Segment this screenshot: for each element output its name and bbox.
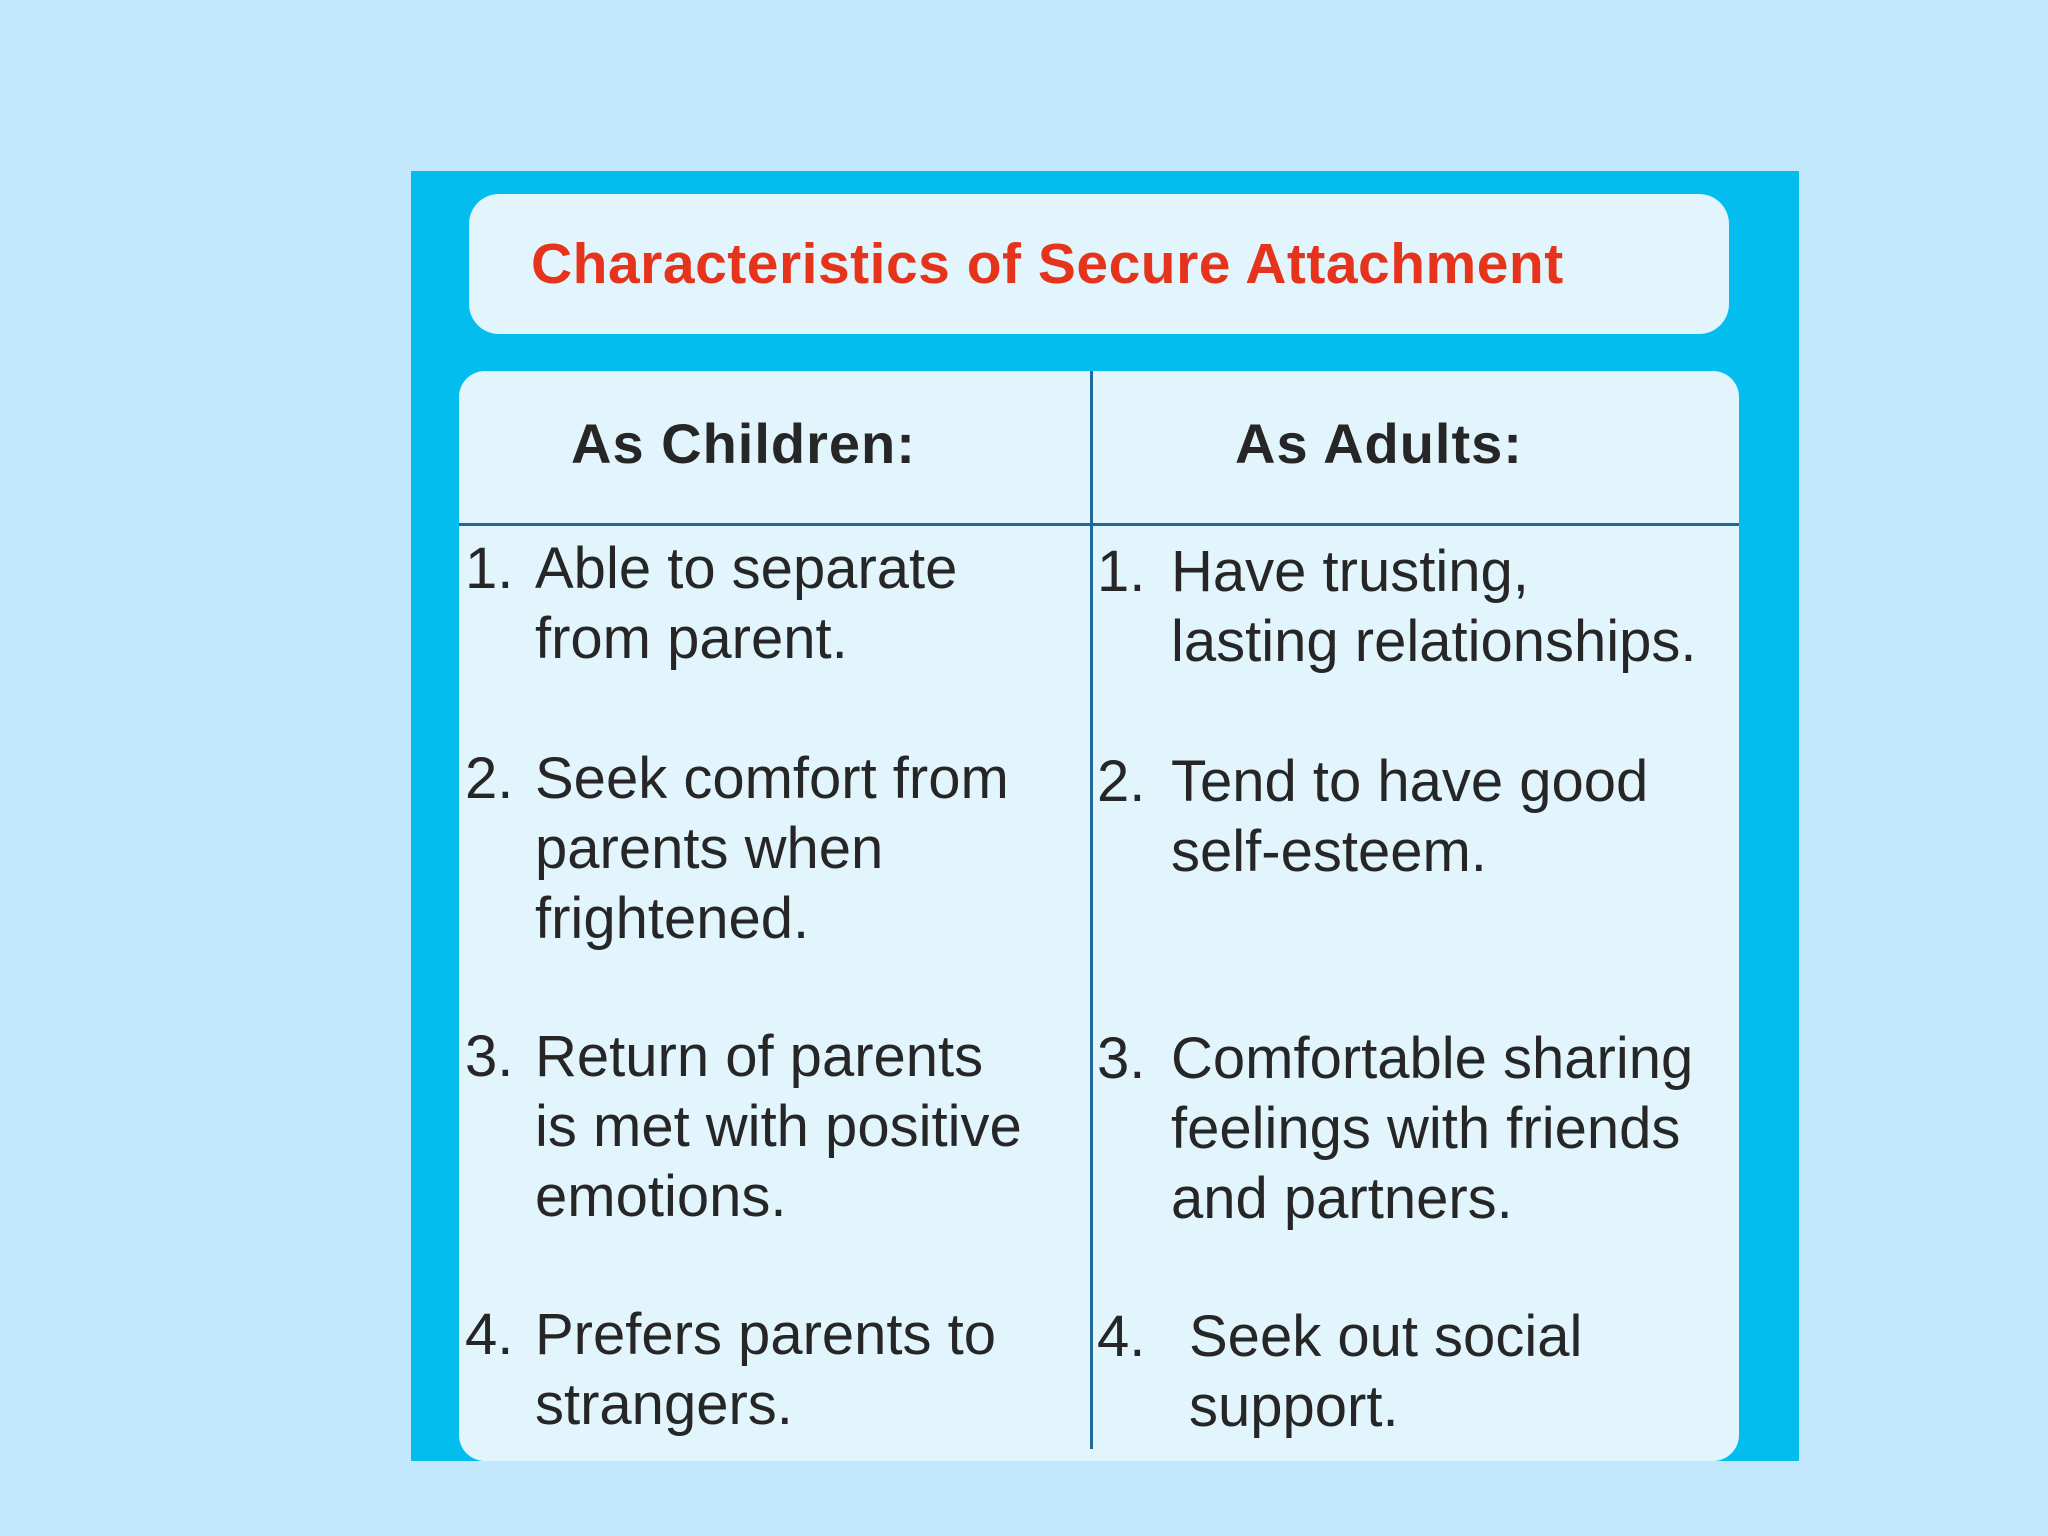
- title-box: [469, 194, 1729, 334]
- item-line: Seek comfort from: [535, 746, 1009, 811]
- item-text: [1171, 747, 1648, 887]
- adults-item-2: [1097, 747, 1737, 887]
- item-line: Comfortable sharing: [1171, 1026, 1694, 1091]
- item-line: from parent.: [535, 606, 848, 671]
- page-title: Characteristics of Secure Attachment: [531, 232, 1564, 296]
- item-line: and partners.: [1171, 1166, 1513, 1231]
- children-item-1: [465, 534, 1085, 674]
- header-divider: [459, 523, 1739, 526]
- item-text: [535, 534, 957, 674]
- item-number: 4.: [1097, 1304, 1146, 1369]
- item-number: 2.: [1097, 749, 1146, 814]
- item-text: [535, 1022, 1022, 1232]
- item-line: Seek out social: [1189, 1304, 1583, 1369]
- item-number: 1.: [465, 536, 514, 601]
- content-panel: [411, 171, 1799, 1461]
- item-text: [1189, 1302, 1582, 1442]
- item-line: emotions.: [535, 1164, 787, 1229]
- header-as-children: As Children:: [571, 412, 916, 475]
- item-number: 3.: [1097, 1026, 1146, 1091]
- item-line: strangers.: [535, 1372, 793, 1437]
- adults-item-3: [1097, 1024, 1737, 1234]
- item-line: parents when: [535, 816, 884, 881]
- children-item-3: [465, 1022, 1085, 1232]
- children-item-4: [465, 1300, 1085, 1440]
- header-as-adults: As Adults:: [1235, 412, 1523, 475]
- item-line: Return of parents: [535, 1024, 984, 1089]
- item-line: lasting relationships.: [1171, 609, 1697, 674]
- item-line: support.: [1189, 1374, 1399, 1439]
- item-line: Prefers parents to: [535, 1302, 996, 1367]
- item-line: self-esteem.: [1171, 819, 1487, 884]
- item-text: [1171, 537, 1697, 677]
- adults-item-1: [1097, 537, 1737, 677]
- item-line: is met with positive: [535, 1094, 1022, 1159]
- item-text: [1171, 1024, 1693, 1234]
- item-text: [535, 744, 1009, 954]
- item-line: feelings with friends: [1171, 1096, 1681, 1161]
- item-line: Able to separate: [535, 536, 958, 601]
- item-line: Tend to have good: [1171, 749, 1649, 814]
- column-divider: [1090, 371, 1093, 1449]
- children-item-2: [465, 744, 1085, 954]
- comparison-table: [459, 371, 1739, 1461]
- item-number: 4.: [465, 1302, 514, 1367]
- item-number: 3.: [465, 1024, 514, 1089]
- item-text: [535, 1300, 996, 1440]
- adults-item-4: [1097, 1302, 1737, 1442]
- item-number: 1.: [1097, 539, 1146, 604]
- item-line: Have trusting,: [1171, 539, 1529, 604]
- item-line: frightened.: [535, 886, 810, 951]
- item-number: 2.: [465, 746, 514, 811]
